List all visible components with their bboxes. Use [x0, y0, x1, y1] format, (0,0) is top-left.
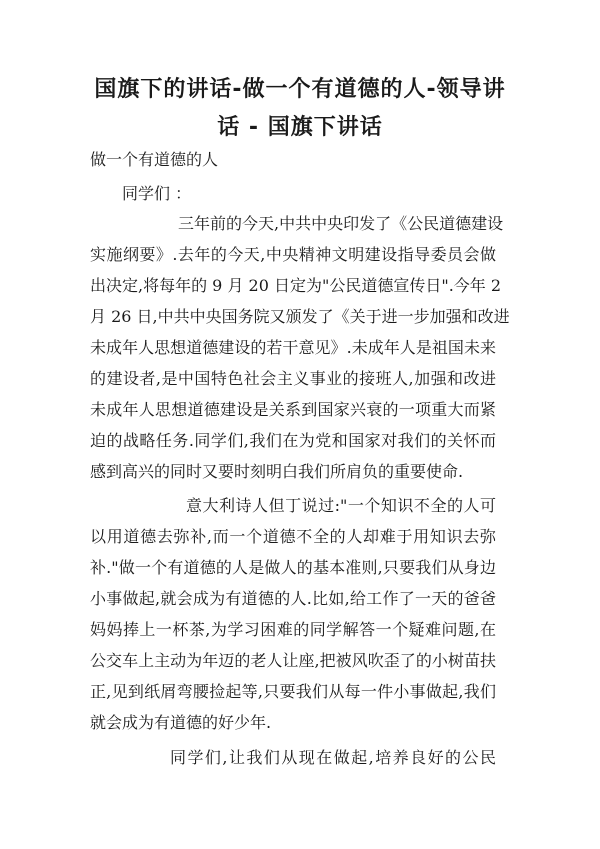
- paragraph-2-line: 小事做起,就会成为有道德的人.比如,给工作了一天的爸爸: [90, 589, 496, 608]
- paragraph-1-line: 感到高兴的同时又要时刻明白我们所肩负的重要使命.: [90, 462, 464, 481]
- paragraph-1-line: 迫的战略任务.同学们,我们在为党和国家对我们的关怀而: [90, 431, 496, 450]
- paragraph-1-line: 月 26 日,中共中央国务院又颁发了《关于进一步加强和改进: [90, 307, 510, 326]
- document-title-line-2: 话 - 国旗下讲话: [217, 115, 383, 140]
- paragraph-2-line: 就会成为有道德的好少年.: [90, 713, 272, 732]
- paragraph-1-line: 未成年人思想道德建设的若干意见》.未成年人是祖国未来: [90, 338, 496, 357]
- paragraph-2-line: 意大利诗人但丁说过:"一个知识不全的人可: [186, 496, 496, 515]
- paragraph-1-line: 未成年人思想道德建设是关系到国家兴衰的一项重大而紧: [90, 400, 496, 419]
- paragraph-1-line: 出决定,将每年的 9 月 20 日定为"公民道德宣传日".今年 2: [90, 276, 502, 295]
- paragraph-1-line: 三年前的今天,中共中央印发了《公民道德建设: [178, 214, 504, 233]
- paragraph-1-line: 的建设者,是中国特色社会主义事业的接班人,加强和改进: [90, 369, 496, 388]
- document-title-line-1: 国旗下的讲话-做一个有道德的人-领导讲: [94, 77, 506, 102]
- paragraph-3-line: 同学们,让我们从现在做起,培养良好的公民: [170, 748, 496, 767]
- paragraph-2-line: 以用道德去弥补,而一个道德不全的人却难于用知识去弥: [90, 527, 496, 546]
- paragraph-2-line: 正,见到纸屑弯腰捡起等,只要我们从每一件小事做起,我们: [90, 682, 496, 701]
- paragraph-2-line: 补."做一个有道德的人是做人的基本准则,只要我们从身边: [90, 558, 496, 577]
- document-subtitle: 做一个有道德的人: [90, 150, 219, 169]
- greeting-line: 同学们 ：: [122, 184, 192, 203]
- paragraph-2-line: 公交车上主动为年迈的老人让座,把被风吹歪了的小树苗扶: [90, 651, 496, 670]
- paragraph-2-line: 妈妈捧上一杯茶,为学习困难的同学解答一个疑难问题,在: [90, 620, 496, 639]
- paragraph-1-line: 实施纲要》.去年的今天,中央精神文明建设指导委员会做: [90, 245, 496, 264]
